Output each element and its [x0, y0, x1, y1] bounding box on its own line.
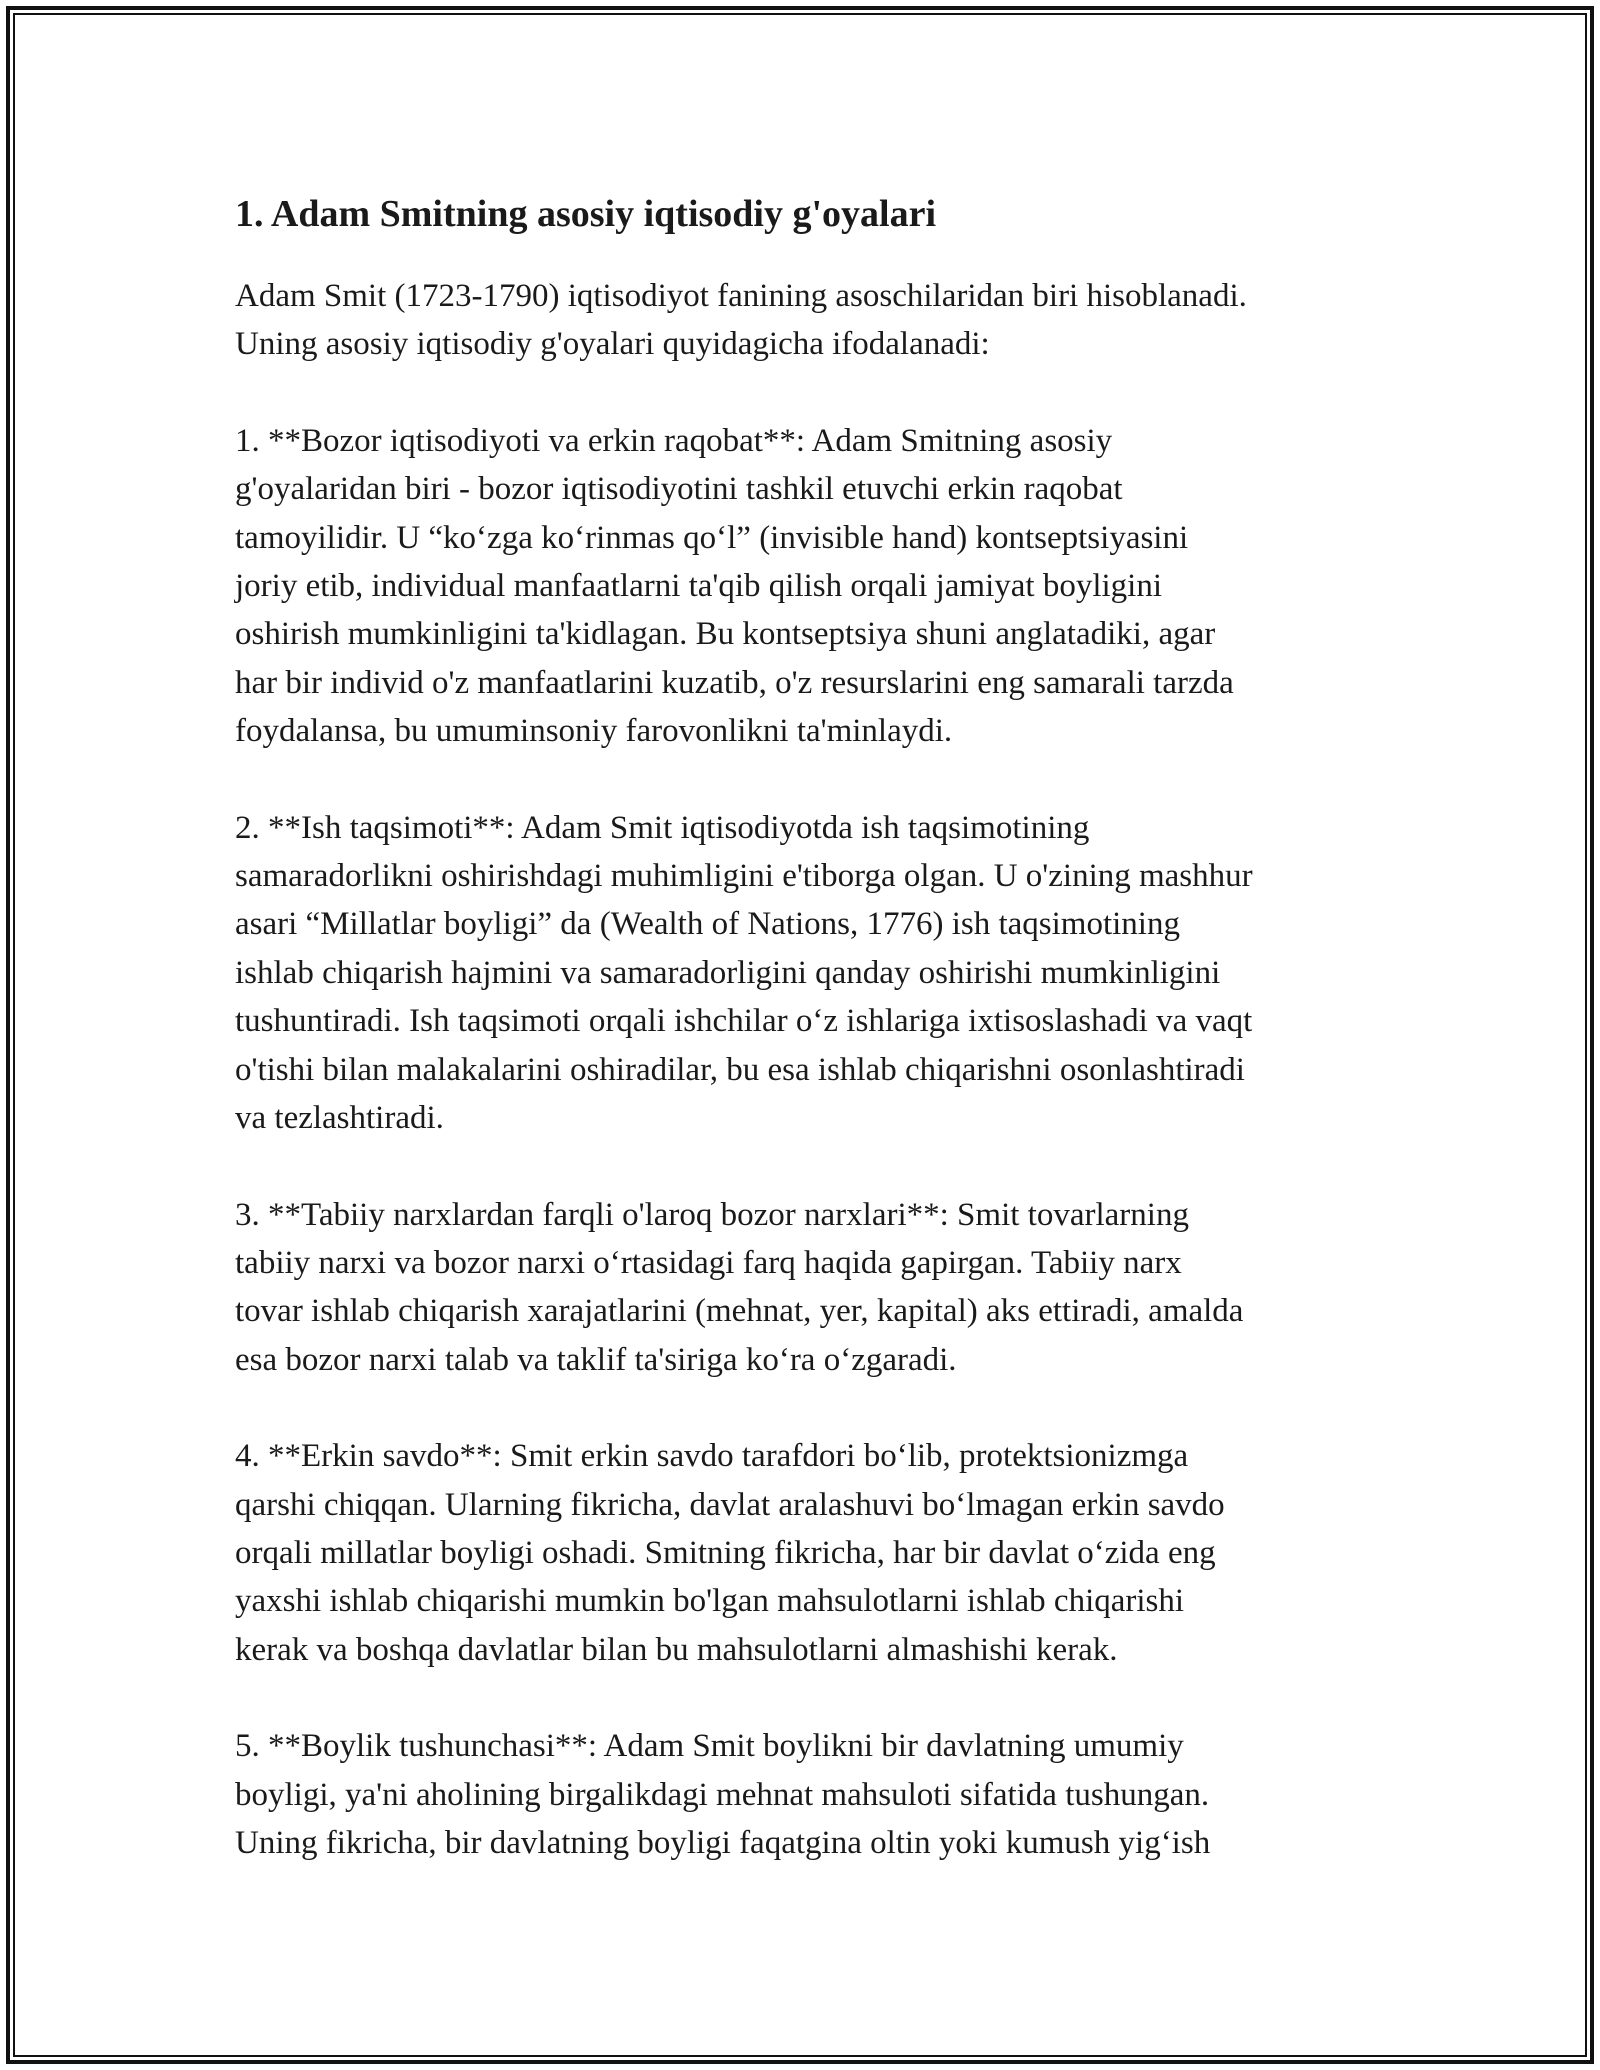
paragraph-line: tamoyilidir. U “ko‘zga ko‘rinmas qo‘l” (invisible hand) kontseptsiyasini — [235, 519, 1189, 556]
paragraph-line: esa bozor narxi talab va taklif ta'siriga ko‘ra o‘zgaradi. — [235, 1341, 957, 1378]
paragraph-line: Uning asosiy iqtisodiy g'oyalari quyidagicha ifodalanadi: — [235, 326, 990, 363]
paragraph-line: 4. **Erkin savdo**: Smit erkin savdo tarafdori bo‘lib, protektsionizmga — [235, 1438, 1189, 1475]
point-1-paragraph — [235, 417, 1375, 756]
paragraph-line: 5. **Boylik tushunchasi**: Adam Smit boylikni bir davlatning umumiy — [235, 1728, 1184, 1765]
paragraph-line: 2. **Ish taqsimoti**: Adam Smit iqtisodiyotda ish taqsimotining — [235, 809, 1090, 846]
paragraph-line: 3. **Tabiiy narxlardan farqli o'laroq bozor narxlari**: Smit tovarlarning — [235, 1196, 1189, 1233]
paragraph-line: samaradorlikni oshirishdagi muhimligini e'tiborga olgan. U o'zining mashhur — [235, 858, 1253, 895]
paragraph-line: Adam Smit (1723-1790) iqtisodiyot fanining asoschilaridan biri hisoblanadi. — [235, 278, 1247, 314]
paragraph-line: orqali millatlar boyligi oshadi. Smitning fikricha, har bir davlat o‘zida eng — [235, 1534, 1216, 1571]
paragraph-line: asari “Millatlar boyligi” da (Wealth of Nations, 1776) ish taqsimotining — [235, 906, 1180, 943]
point-4-paragraph — [235, 1432, 1375, 1674]
paragraph-line: g'oyalaridan biri - bozor iqtisodiyotini tashkil etuvchi erkin raqobat — [235, 471, 1123, 508]
paragraph-line: tushuntiradi. Ish taqsimoti orqali ishchilar o‘z ishlariga ixtisoslashadi va vaqt — [235, 1003, 1253, 1040]
paragraph-line: tabiiy narxi va bozor narxi o‘rtasidagi farq haqida gapirgan. Tabiiy narx — [235, 1244, 1182, 1281]
paragraph-line: oshirish mumkinligini ta'kidlagan. Bu kontseptsiya shuni anglatadiki, agar — [235, 616, 1216, 653]
paragraph-line: ishlab chiqarish hajmini va samaradorligini qanday oshirishi mumkinligini — [235, 954, 1221, 991]
paragraph-line: joriy etib, individual manfaatlarni ta'qib qilish orqali jamiyat boyligini — [235, 568, 1163, 605]
paragraph-line: foydalansa, bu umuminsoniy farovonlikni ta'minlaydi. — [235, 713, 953, 750]
paragraph-line: kerak va boshqa davlatlar bilan bu mahsulotlarni almashishi kerak. — [235, 1631, 1118, 1668]
paragraph-line: Uning fikricha, bir davlatning boyligi faqatgina oltin yoki kumush yig‘ish — [235, 1824, 1211, 1861]
document-title: 1. Adam Smitning asosiy iqtisodiy g'oyalari — [235, 193, 937, 235]
paragraph-line: boyligi, ya'ni aholining birgalikdagi mehnat mahsuloti sifatida tushungan. — [235, 1776, 1210, 1813]
paragraph-line: 1. **Bozor iqtisodiyoti va erkin raqobat**: Adam Smitning asosiy — [235, 422, 1113, 459]
point-5-paragraph — [235, 1722, 1375, 1867]
paragraph-line: tovar ishlab chiqarish xarajatlarini (mehnat, yer, kapital) aks ettiradi, amalda — [235, 1293, 1244, 1330]
point-2-paragraph — [235, 804, 1375, 1143]
paragraph-line: yaxshi ishlab chiqarishi mumkin bo'lgan mahsulotlarni ishlab chiqarishi — [235, 1583, 1185, 1620]
paragraph-line: va tezlashtiradi. — [235, 1100, 444, 1137]
intro-paragraph — [235, 272, 1375, 369]
paragraph-line: qarshi chiqqan. Ularning fikricha, davlat aralashuvi bo‘lmagan erkin savdo — [235, 1486, 1225, 1523]
document-body — [235, 186, 1375, 1915]
paragraph-line: o'tishi bilan malakalarini oshiradilar, bu esa ishlab chiqarishni osonlashtiradi — [235, 1051, 1245, 1088]
paragraph-line: har bir individ o'z manfaatlarini kuzatib, o'z resurslarini eng samarali tarzda — [235, 664, 1234, 701]
point-3-paragraph — [235, 1191, 1375, 1385]
